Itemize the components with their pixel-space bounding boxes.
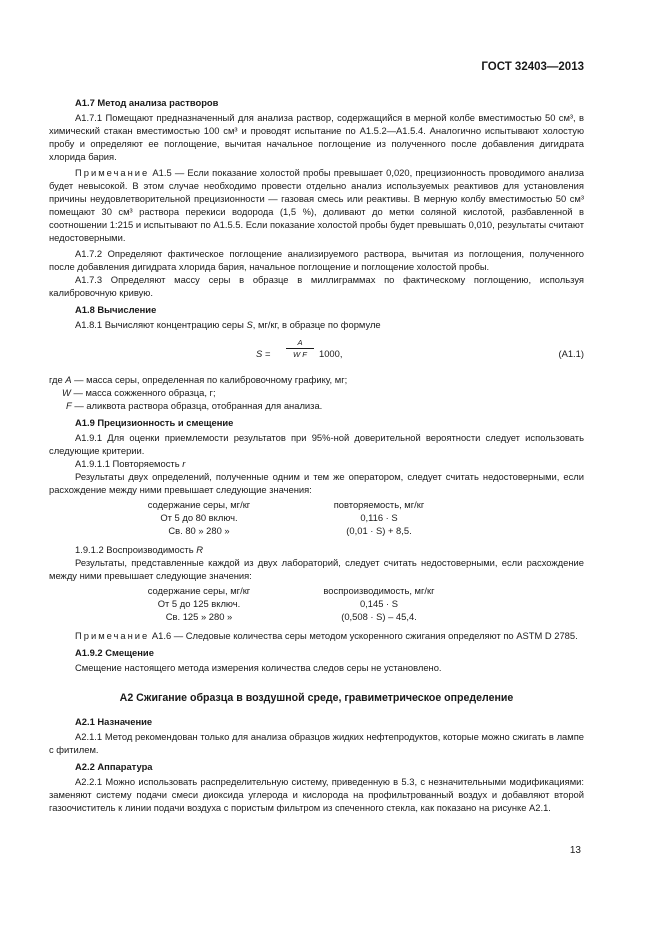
note-text: А1.5 — Если показание холостой пробы превышает 0,020, прецизионность проводимого анализа будет невысокой. В этом случае необходимо провести отдельно анализ используемых реактивов для установления причины неудовлетворительной прецизионности — газовая смесь или реактивы. В мерную колбу вместимостью 50 см³ помещают 30 см³ раствора перекиси водорода (1,5 %), доливают до метки соляной кислотой, разбавленной в соотношении 1:215 и испытывают по А1.5.5. Если показание холостой пробы будет превышать 0,010, результаты считают недостоверными. bbox=[49, 167, 584, 243]
standard-header: ГОСТ 32403—2013 bbox=[481, 61, 584, 73]
paragraph-a173: А1.7.3 Определяют массу серы в образце в миллиграммах по фактическому поглощению, используя калибровочную кривую. bbox=[49, 274, 584, 298]
repeatability-table bbox=[109, 498, 469, 537]
paragraph-a171: А1.7.1 Помещают предназначенный для анализа раствор, содержащийся в мерной колбе вместимостью 50 см³, в химический стакан вместимостью 100 см³ и проводят испытание по А1.5.2—А1.5.4. Аналогично испытывают холостую пробу и определяют ее поглощение, вычитая начальное поглощение из полученного после добавления дигидрата хлорида бария. bbox=[49, 112, 584, 162]
section-a2-title: А2 Сжигание образца в воздушной среде, гравиметрическое определение bbox=[119, 692, 514, 704]
note-label: Примечание bbox=[75, 630, 150, 641]
formula-fraction bbox=[280, 337, 320, 360]
formula-a11 bbox=[49, 337, 584, 367]
table-header: содержание серы, мг/кг bbox=[147, 499, 251, 510]
table-cell: Св. 125 » 280 » bbox=[165, 611, 233, 622]
bias-text: Смещение настоящего метода измерения количества следов серы не установлено. bbox=[75, 662, 442, 673]
formula-rest: 1000, bbox=[319, 348, 343, 359]
reproducibility-table bbox=[109, 584, 469, 623]
paragraph-a221: А2.2.1 Можно использовать распределительную систему, приведенную в 5.3, с незначительными модификациями: заменяют систему подачи смеси диоксида углерода и кислорода на профильтрованный воздух и добавляют второй газоочиститель к линии подачи воздуха с пористым фильтром из спеченного стекла, как показано на рисунке А2.1. bbox=[49, 776, 584, 813]
formula-numerator: A bbox=[297, 338, 303, 347]
legend-line-w: W — масса сожженного образца, г; bbox=[62, 387, 216, 398]
section-a19-title: А1.9 Прецизионность и смещение bbox=[75, 417, 234, 428]
table-cell: 0,145 · S bbox=[359, 598, 399, 609]
paragraph-a191: А1.9.1 Для оценки приемлемости результатов при 95%-ной доверительной вероятности следует использовать следующие критерии. bbox=[49, 432, 584, 456]
note-text: А1.6 — Следовые количества серы методом ускоренного сжигания определяют по ASTM D 2785. bbox=[149, 630, 578, 641]
reproducibility-heading: 1.9.1.2 Воспроизводимость R bbox=[75, 544, 203, 555]
table-header-row bbox=[109, 584, 469, 597]
paragraph-a211: А2.1.1 Метод рекомендован только для анализа образцов жидких нефтепродуктов, которые можно сжигать в лампе с фитилем. bbox=[49, 731, 584, 755]
section-a22-title: А2.2 Аппаратура bbox=[75, 761, 153, 772]
table-header: повторяемость, мг/кг bbox=[333, 499, 425, 510]
table-cell: 0,116 · S bbox=[360, 512, 398, 523]
table-header: воспроизводимость, мг/кг bbox=[323, 585, 435, 596]
document-body bbox=[49, 92, 584, 814]
page-number: 13 bbox=[569, 845, 581, 856]
note-label: Примечание bbox=[75, 167, 150, 178]
table-row bbox=[109, 610, 469, 623]
formula-lhs: S = bbox=[256, 348, 271, 359]
repeatability-text: Результаты двух определений, полученные одним и тем же оператором, следует считать недостоверными, если расхождение между ними превышает следующие значения: bbox=[49, 471, 584, 495]
table-header-row bbox=[109, 498, 469, 511]
table-cell: Св. 80 » 280 » bbox=[168, 525, 230, 536]
formula-denominator: W F bbox=[293, 350, 307, 359]
section-a21-title: А2.1 Назначение bbox=[75, 716, 153, 727]
table-header: содержание серы, мг/кг bbox=[147, 585, 251, 596]
section-a18-title: А1.8 Вычисление bbox=[75, 304, 157, 315]
table-cell: От 5 до 125 включ. bbox=[157, 598, 241, 609]
paragraph-a181: А1.8.1 Вычисляют концентрацию серы S, мг/кг, в образце по формуле bbox=[75, 319, 381, 330]
paragraph-a172: А1.7.2 Определяют фактическое поглощение анализируемого раствора, вычитая из поглощения, полученного после добавления дигидрата хлорида бария, начальное поглощение и поглощение холостой пробы. bbox=[49, 248, 584, 272]
table-cell: От 5 до 80 включ. bbox=[160, 512, 238, 523]
note-a16 bbox=[49, 629, 584, 642]
legend-line-f: F — аликвота раствора образца, отобранная для анализа. bbox=[66, 400, 323, 411]
formula-number: (А1.1) bbox=[558, 348, 584, 359]
formula-legend bbox=[49, 373, 584, 412]
reproducibility-text: Результаты, представленные каждой из двух лабораторий, следует считать недостоверными, если расхождение между ними превышает следующие значения: bbox=[49, 557, 584, 581]
table-cell: (0,508 · S) – 45,4. bbox=[341, 611, 417, 622]
table-cell: (0,01 · S) + 8,5. bbox=[346, 525, 412, 536]
table-row bbox=[109, 524, 469, 537]
table-row bbox=[109, 511, 469, 524]
section-a192-title: А1.9.2 Смещение bbox=[75, 647, 154, 658]
repeatability-heading: А1.9.1.1 Повторяемость r bbox=[75, 458, 186, 469]
note-a15 bbox=[49, 166, 584, 244]
legend-line-a: где A — масса серы, определенная по калибровочному графику, мг; bbox=[49, 374, 348, 385]
section-a17-title: А1.7 Метод анализа растворов bbox=[75, 97, 219, 108]
table-row bbox=[109, 597, 469, 610]
